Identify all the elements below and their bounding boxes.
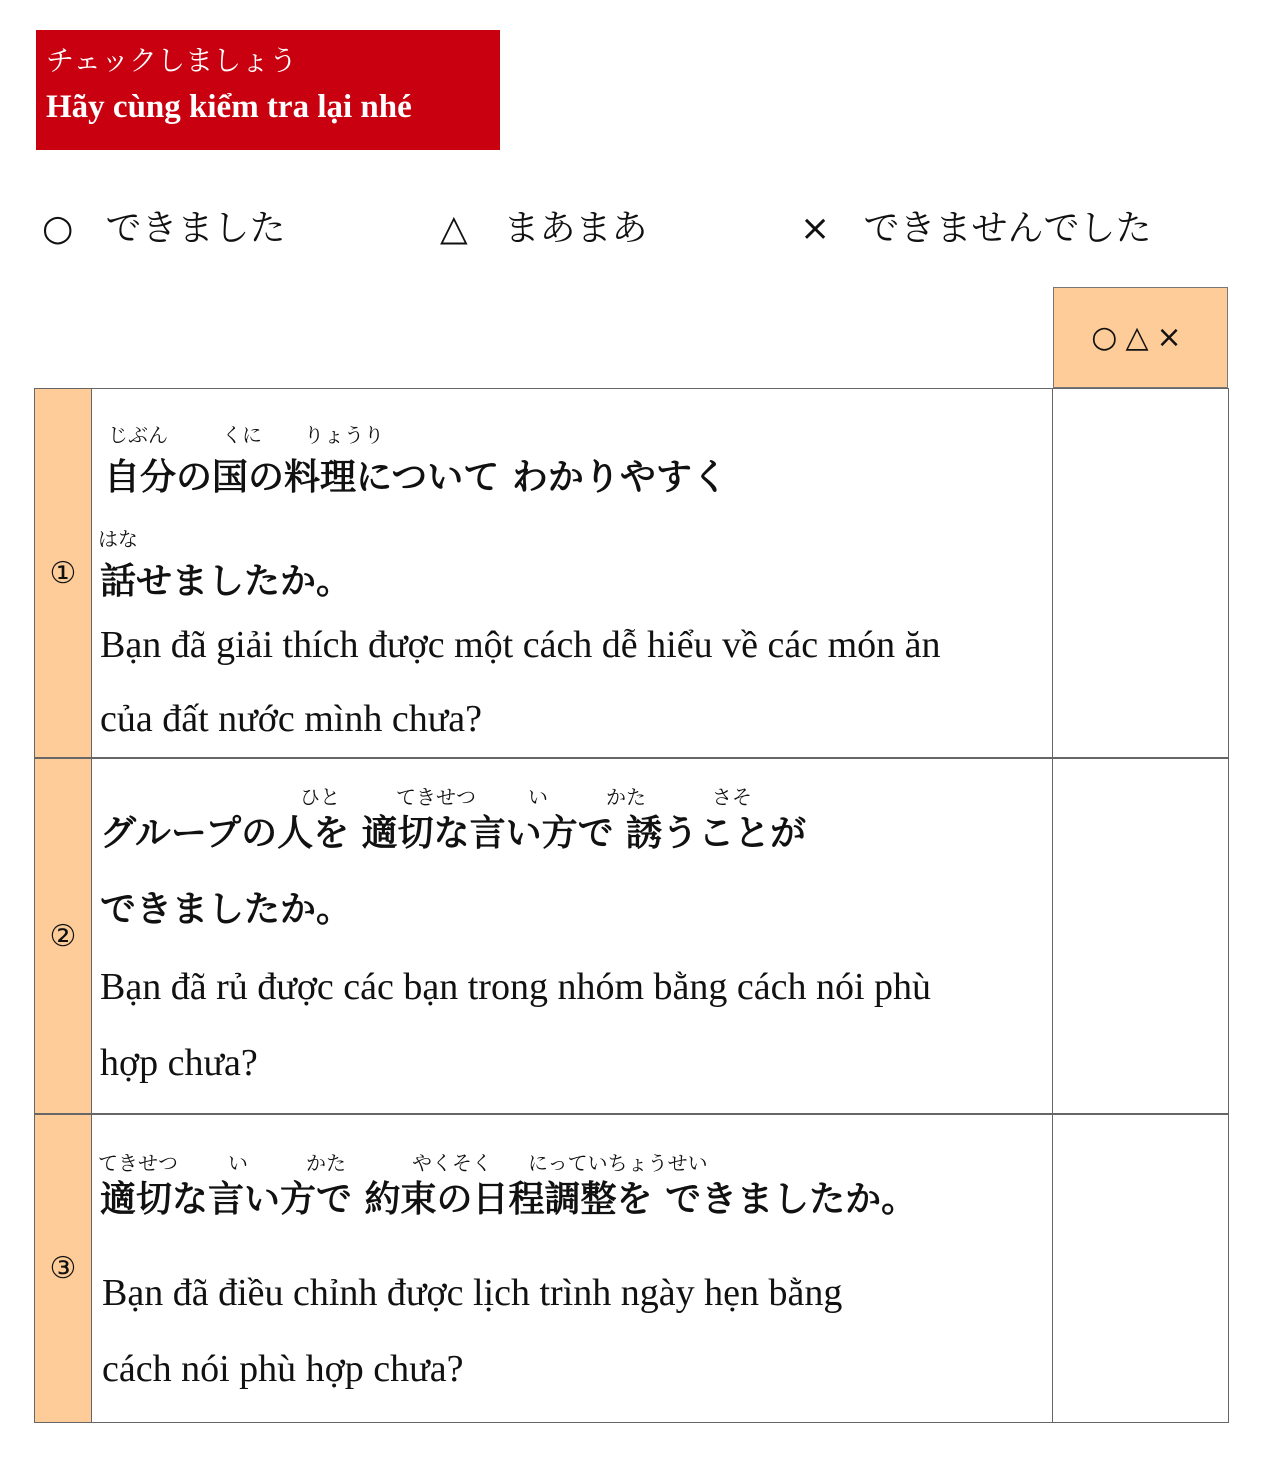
furigana: くに xyxy=(222,423,262,447)
title-banner xyxy=(36,30,500,150)
furigana: にっていちょうせい xyxy=(528,1151,708,1175)
checklist-table xyxy=(34,388,1229,1423)
row-content xyxy=(92,758,1053,1114)
question-japanese-line1: 自分の国の料理について わかりやすく xyxy=(104,457,728,498)
question-japanese-line2: できましたか。 xyxy=(100,889,353,930)
row-number: ① xyxy=(34,388,92,758)
furigana: い xyxy=(528,785,548,809)
title-japanese: チェックしましょう xyxy=(46,44,298,77)
furigana: やくそく xyxy=(412,1151,492,1175)
furigana: かた xyxy=(306,1151,346,1175)
title-vietnamese: Hãy cùng kiểm tra lại nhé xyxy=(46,89,412,125)
question-vietnamese-line1: Bạn đã điều chỉnh được lịch trình ngày hẹn bằng xyxy=(102,1272,843,1314)
checklist-row-3 xyxy=(34,1114,1229,1423)
answer-cell[interactable] xyxy=(1053,758,1229,1114)
row-number: ② xyxy=(34,758,92,1114)
question-vietnamese-line2: của đất nước mình chưa? xyxy=(100,698,483,740)
checklist-row-1 xyxy=(34,388,1229,758)
answer-cell[interactable] xyxy=(1053,388,1229,758)
furigana: じぶん xyxy=(108,423,168,447)
question-vietnamese-line2: hợp chưa? xyxy=(100,1042,258,1084)
row-number: ③ xyxy=(34,1114,92,1423)
furigana: はな xyxy=(98,527,138,551)
furigana: い xyxy=(228,1151,248,1175)
furigana: てきせつ xyxy=(396,785,476,809)
legend-bad xyxy=(800,204,1151,254)
furigana: りょうり xyxy=(304,423,384,447)
legend-bad-label: できませんでした xyxy=(863,208,1152,249)
furigana: さそ xyxy=(712,785,752,809)
legend-good xyxy=(42,204,285,254)
row-content xyxy=(92,388,1053,758)
legend-good-label: できました xyxy=(105,208,286,249)
question-japanese-line1: グループの人を 適切な言い方で 誘うことが xyxy=(100,813,807,854)
circle-icon: ○ xyxy=(42,208,74,249)
furigana: かた xyxy=(606,785,646,809)
question-japanese-line2: 話せましたか。 xyxy=(100,561,353,602)
row-content xyxy=(92,1114,1053,1423)
answer-cell[interactable] xyxy=(1053,1114,1229,1423)
question-vietnamese-line2: cách nói phù hợp chưa? xyxy=(102,1348,464,1390)
evaluation-header: ○△× xyxy=(1053,287,1228,388)
checklist-row-2 xyxy=(34,758,1229,1114)
cross-icon: × xyxy=(800,208,831,249)
question-vietnamese-line1: Bạn đã rủ được các bạn trong nhóm bằng cách nói phù xyxy=(100,966,932,1008)
question-vietnamese-line1: Bạn đã giải thích được một cách dễ hiểu về các món ăn xyxy=(100,624,941,666)
furigana: ひと xyxy=(300,785,340,809)
legend-ok-label: まあまあ xyxy=(503,208,648,249)
furigana: てきせつ xyxy=(98,1151,178,1175)
triangle-icon: △ xyxy=(440,208,468,249)
legend-ok xyxy=(440,204,647,254)
question-japanese-line1: 適切な言い方で 約束の日程調整を できましたか。 xyxy=(100,1179,918,1220)
